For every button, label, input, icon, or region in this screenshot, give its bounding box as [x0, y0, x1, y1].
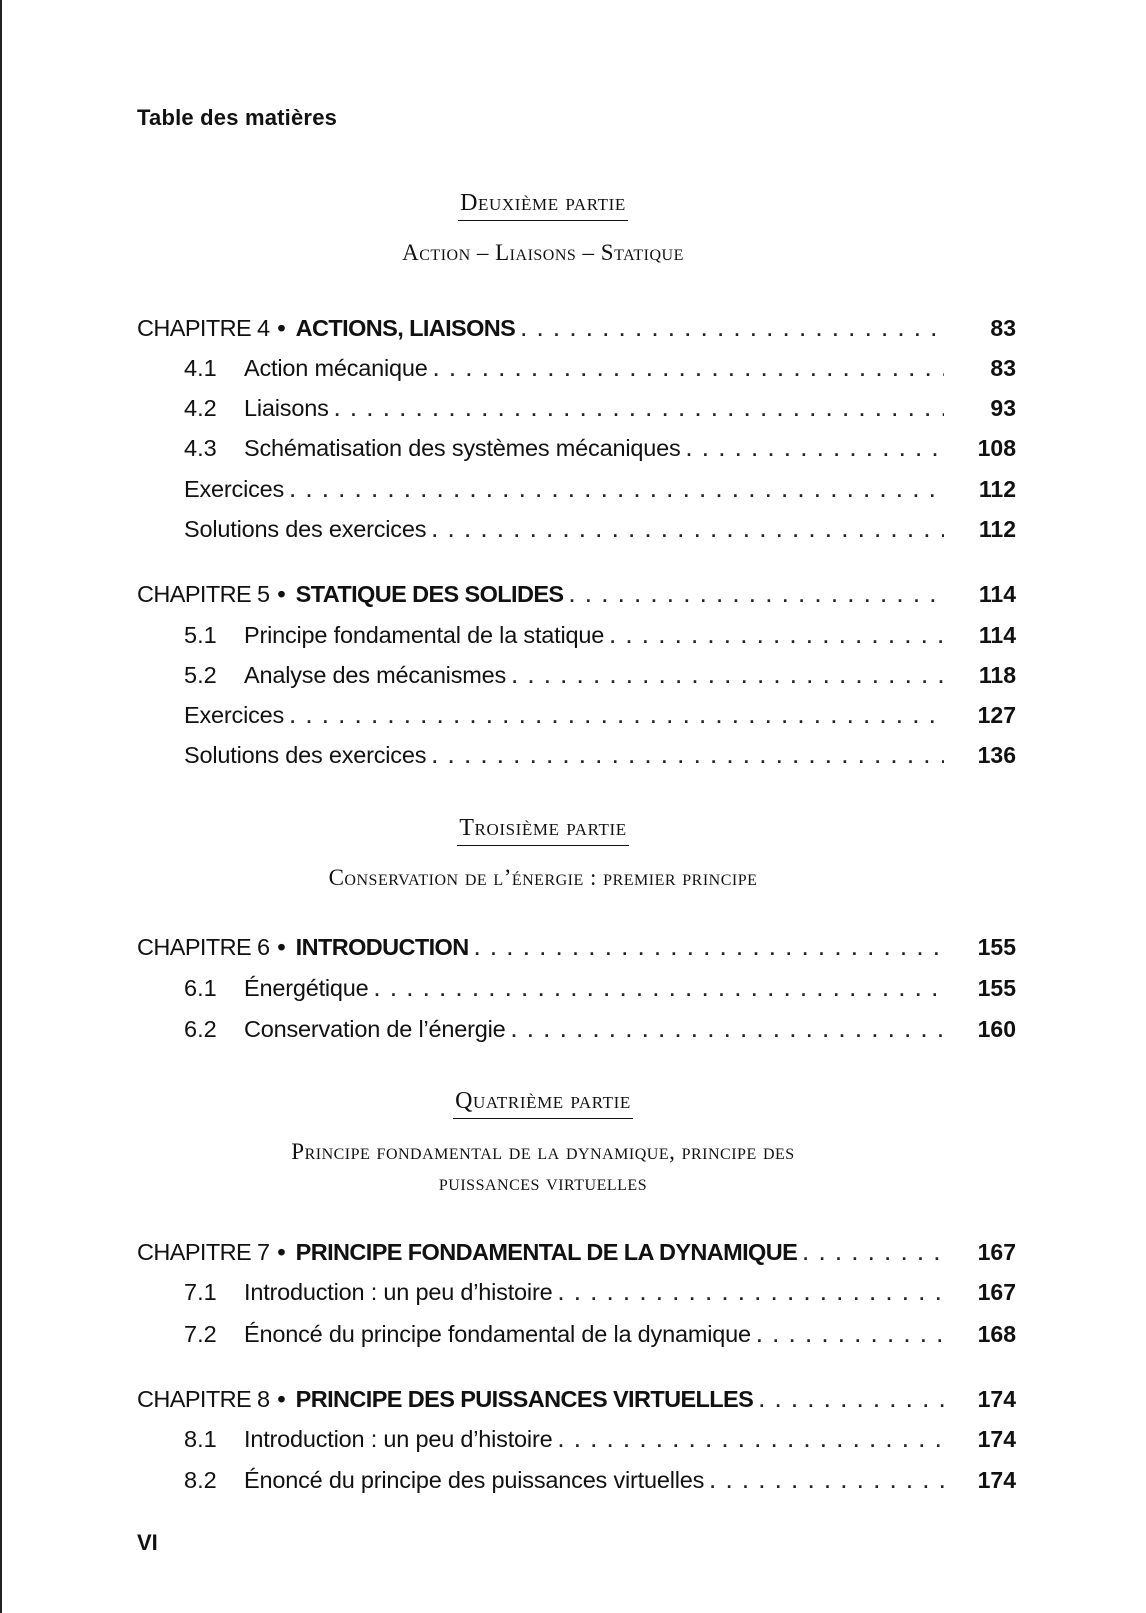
running-head: Table des matières [137, 105, 338, 130]
dot-leader [375, 975, 944, 1005]
part-title: Principe fondamental de la dynamique, principe des puissances virtuelles [291, 1139, 795, 1195]
page-number: 174 [977, 1386, 1016, 1412]
chapter-label: CHAPITRE 7 [137, 1239, 270, 1265]
section-title: Solutions des exercices [184, 516, 427, 542]
section-number: 6.1 [184, 975, 217, 1001]
part-label: Deuxième partie [0, 190, 1086, 221]
page-number: 118 [978, 662, 1016, 688]
toc-entry-row[interactable] [184, 620, 1016, 650]
toc-entry-row[interactable] [184, 353, 1016, 383]
toc-entry-row[interactable] [184, 973, 1016, 1003]
section-title: Action mécanique [244, 355, 428, 381]
toc-chapter-row[interactable] [137, 579, 1016, 609]
section-title: Exercices [184, 476, 285, 502]
page-number: 93 [990, 395, 1016, 421]
toc-chapter-row[interactable] [137, 932, 1016, 962]
dot-leader [512, 1016, 945, 1046]
toc-chapter-row[interactable] [137, 313, 1016, 343]
toc-entry-row[interactable] [184, 1277, 1016, 1307]
dot-leader [521, 315, 944, 345]
page-number: 167 [977, 1239, 1016, 1265]
bullet-icon: • [277, 581, 286, 607]
section-number: 4.3 [184, 435, 217, 461]
bullet-icon: • [277, 1386, 286, 1412]
section-title: Analyse des mécanismes [244, 662, 507, 688]
chapter-label: CHAPITRE 6 [137, 934, 270, 960]
page-number: 83 [990, 355, 1016, 381]
toc-entry-row[interactable] [184, 514, 1016, 544]
section-number: 7.1 [184, 1279, 217, 1305]
page-number: 83 [990, 315, 1016, 341]
dot-leader [757, 1321, 944, 1351]
toc-entry-row[interactable] [184, 1319, 1016, 1349]
toc-entry-row[interactable] [184, 433, 1016, 463]
chapter-label: CHAPITRE 8 [137, 1386, 270, 1412]
section-title: Solutions des exercices [184, 742, 427, 768]
page-number: 112 [978, 476, 1016, 502]
page-number: 168 [977, 1321, 1016, 1347]
toc-entry-row[interactable] [184, 660, 1016, 690]
page-number: 136 [977, 742, 1016, 768]
dot-leader [512, 662, 944, 692]
dot-leader [290, 476, 944, 506]
toc-entry-row[interactable] [184, 740, 1016, 770]
dot-leader [434, 355, 944, 385]
chapter-title: STATIQUE DES SOLIDES [295, 581, 564, 607]
section-title: Principe fondamental de la statique [244, 622, 605, 648]
section-number: 5.1 [184, 622, 217, 648]
section-number: 8.1 [184, 1426, 217, 1452]
dot-leader [432, 742, 944, 772]
section-number: 5.2 [184, 662, 217, 688]
page-number: 155 [977, 934, 1016, 960]
page-folio: VI [137, 1530, 158, 1555]
section-title: Énergétique [244, 975, 369, 1001]
toc-chapter-row[interactable] [137, 1384, 1016, 1414]
dot-leader [570, 581, 944, 611]
section-number: 4.1 [184, 355, 217, 381]
section-title: Énoncé du principe des puissances virtuelles [244, 1467, 705, 1493]
toc-entry-row[interactable] [184, 474, 1016, 504]
section-number: 7.2 [184, 1321, 217, 1347]
section-title: Conservation de l’énergie [244, 1016, 506, 1042]
section-number: 6.2 [184, 1016, 217, 1042]
part-label: Troisième partie [0, 815, 1086, 846]
section-title: Introduction : un peu d’histoire [244, 1279, 553, 1305]
dot-leader [475, 934, 944, 964]
part-title: Action – Liaisons – Statique [402, 240, 684, 265]
section-title: Schématisation des systèmes mécaniques [244, 435, 681, 461]
dot-leader [803, 1239, 944, 1269]
page-number: 174 [977, 1467, 1016, 1493]
toc-entry-row[interactable] [184, 1465, 1016, 1495]
section-title: Énoncé du principe fondamental de la dynamique [244, 1321, 751, 1347]
page-number: 114 [978, 622, 1016, 648]
section-number: 4.2 [184, 395, 217, 421]
dot-leader [610, 622, 944, 652]
chapter-label: CHAPITRE 4 [137, 315, 270, 341]
page-number: 167 [977, 1279, 1016, 1305]
dot-leader [432, 516, 944, 546]
dot-leader [759, 1386, 944, 1416]
section-title: Exercices [184, 702, 285, 728]
page-number: 127 [977, 702, 1016, 728]
toc-chapter-row[interactable] [137, 1237, 1016, 1267]
dot-leader [710, 1467, 944, 1497]
page-number: 155 [977, 975, 1016, 1001]
toc-entry-row[interactable] [184, 1014, 1016, 1044]
section-number: 8.2 [184, 1467, 217, 1493]
dot-leader [290, 702, 944, 732]
toc-entry-row[interactable] [184, 1424, 1016, 1454]
bullet-icon: • [277, 934, 286, 960]
page-number: 112 [978, 516, 1016, 542]
dot-leader [687, 435, 944, 465]
chapter-title: INTRODUCTION [295, 934, 469, 960]
chapter-label: CHAPITRE 5 [137, 581, 270, 607]
page-number: 108 [977, 435, 1016, 461]
toc-entry-row[interactable] [184, 700, 1016, 730]
page-number: 174 [977, 1426, 1016, 1452]
section-title: Liaisons [244, 395, 329, 421]
bullet-icon: • [277, 1239, 286, 1265]
chapter-title: PRINCIPE FONDAMENTAL DE LA DYNAMIQUE [295, 1239, 798, 1265]
page-number: 160 [977, 1016, 1016, 1042]
dot-leader [335, 395, 944, 425]
bullet-icon: • [277, 315, 286, 341]
section-title: Introduction : un peu d’histoire [244, 1426, 553, 1452]
dot-leader [558, 1279, 944, 1309]
chapter-title: PRINCIPE DES PUISSANCES VIRTUELLES [295, 1386, 754, 1412]
toc-entry-row[interactable] [184, 393, 1016, 423]
part-label: Quatrième partie [0, 1088, 1086, 1119]
page-number: 114 [978, 581, 1016, 607]
chapter-title: ACTIONS, LIAISONS [295, 315, 516, 341]
part-title: Conservation de l’énergie : premier principe [328, 865, 758, 890]
dot-leader [558, 1426, 944, 1456]
